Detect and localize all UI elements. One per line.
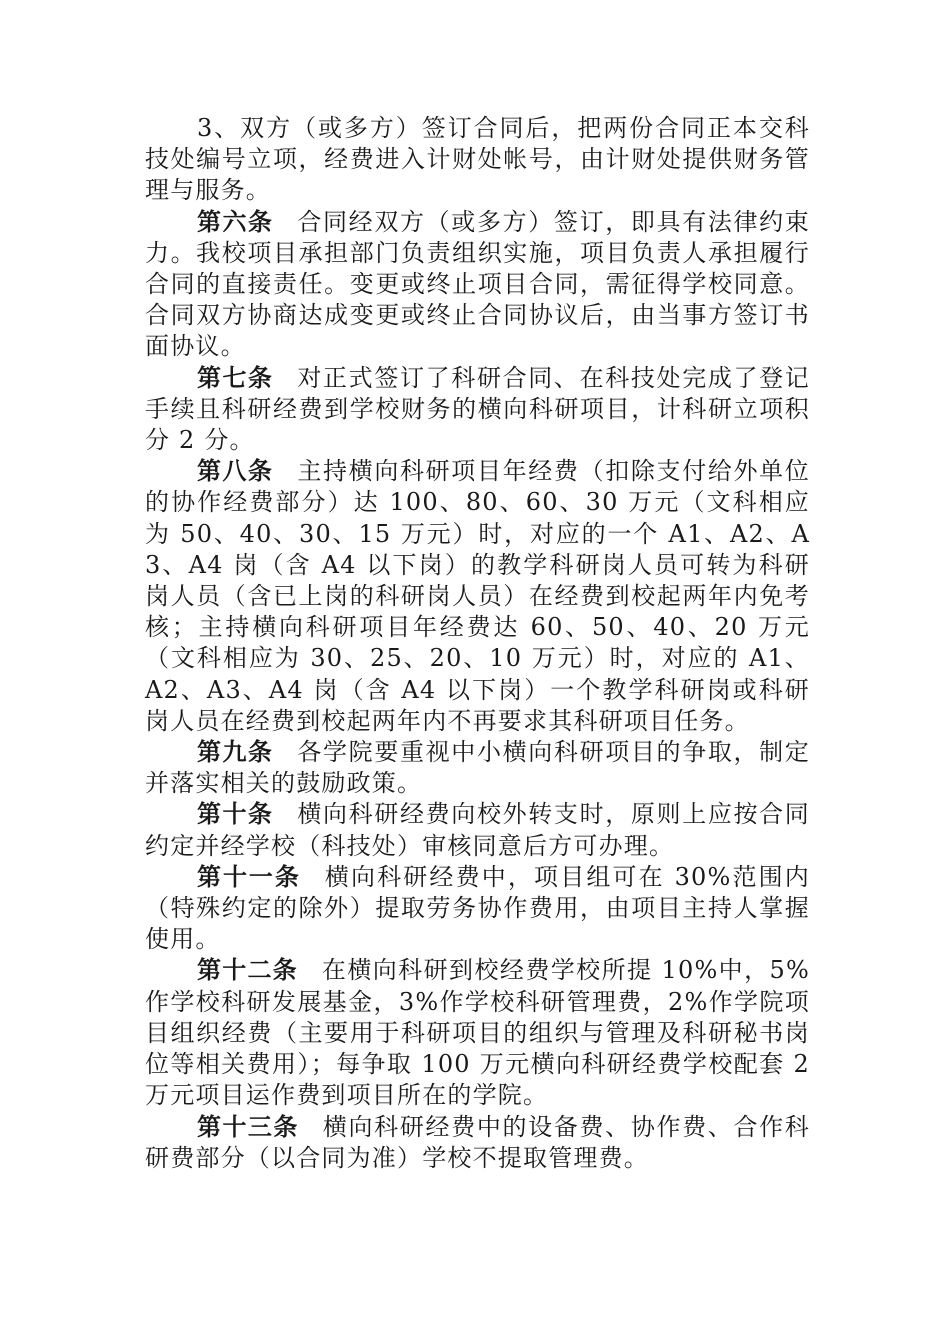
article-heading: 第七条 [197, 363, 274, 392]
article-text: 横向科研经费向校外转支时，原则上应按合同约定并经学校（科技处）审核同意后方可办理。 [145, 800, 811, 860]
article-heading: 第十二条 [197, 956, 298, 985]
article-8 [145, 456, 810, 737]
article-text: 对正式签订了科研合同、在科技处完成了登记手续且科研经费到学校财务的横向科研项目，计科研立项积分 2 分。 [145, 363, 811, 455]
paragraph-text: 3、双方（或多方）签订合同后，把两份合同正本交科技处编号立项，经费进入计财处帐号，由计财处提供财务管理与服务。 [145, 114, 810, 205]
article-text: 各学院要重视中小横向科研项目的争取，制定并落实相关的鼓励政策。 [145, 738, 811, 798]
article-text: 在横向科研到校经费学校所提 10%中，5%作学校科研发展基金，3%作学校科研管理费，2%作学院项目组织经费（主要用于科研项目的组织与管理及科研秘书岗位等相关费用）；每争取 100 万元横向科研经费学校配套 2 万元项目运作费到项目所在的学院。 [145, 956, 810, 1110]
article-13 [145, 1112, 810, 1174]
article-10 [145, 799, 810, 861]
article-heading: 第十条 [197, 800, 274, 829]
article-heading: 第六条 [197, 207, 274, 236]
article-heading: 第九条 [197, 738, 274, 767]
article-9 [145, 737, 810, 799]
article-6 [145, 207, 810, 363]
article-heading: 第八条 [197, 457, 274, 486]
article-heading: 第十三条 [197, 1112, 299, 1141]
article-11 [145, 862, 810, 956]
paragraph-item-3 [145, 113, 810, 207]
article-7 [145, 363, 810, 457]
document-body [145, 113, 810, 1174]
article-heading: 第十一条 [197, 862, 301, 891]
article-text: 合同经双方（或多方）签订，即具有法律约束力。我校项目承担部门负责组织实施，项目负责人承担履行合同的直接责任。变更或终止项目合同，需征得学校同意。合同双方协商达成变更或终止合同协议后，由当事方签订书面协议。 [145, 207, 811, 361]
article-12 [145, 955, 810, 1111]
article-text: 主持横向科研项目年经费（扣除支付给外单位的协作经费部分）达 100、80、60、30 万元（文科相应为 50、40、30、15 万元）时，对应的一个 A1、A2、A3、A4 岗（含 A4 以下岗）的教学科研岗人员可转为科研岗人员（含已上岗的科研岗人员）在经费到校起两年内免考核；主持横向科研项目年经费达 60、50、40、20 万元（文科相应为 30、25、20、10 万元）时，对应的 A1、A2、A3、A4 岗（含 A4 以下岗）一个教学科研岗或科研岗人员在经费到校起两年内不再要求其科研项目任务。 [145, 457, 811, 735]
article-text: 横向科研经费中，项目组可在 30%范围内（特殊约定的除外）提取劳务协作费用，由项目主持人掌握使用。 [145, 862, 810, 954]
article-text: 横向科研经费中的设备费、协作费、合作科研费部分（以合同为准）学校不提取管理费。 [145, 1112, 810, 1172]
